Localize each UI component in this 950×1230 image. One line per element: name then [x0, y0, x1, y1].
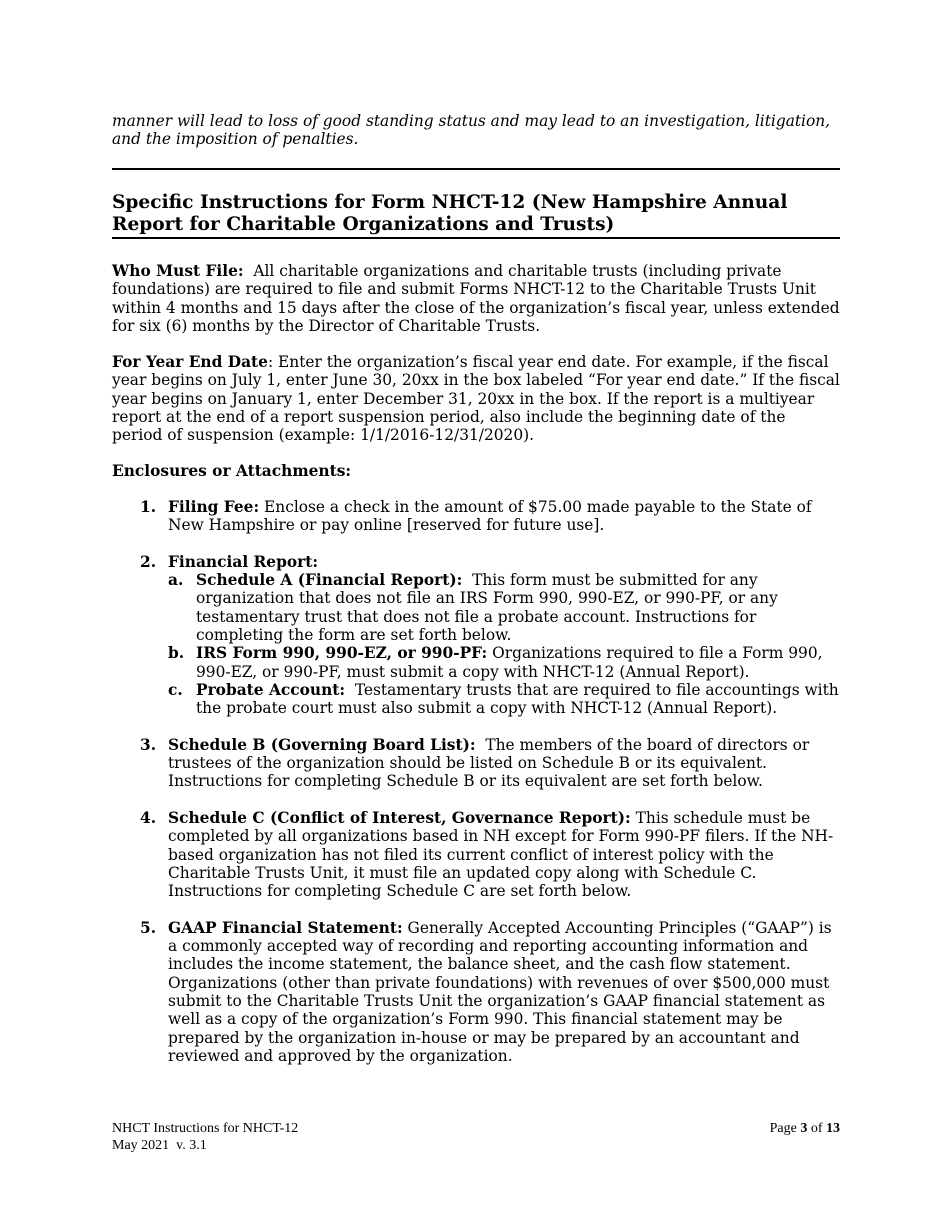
- list-item-filing-fee: [140, 498, 840, 535]
- footer-doc-title: NHCT Instructions for NHCT-12: [112, 1121, 299, 1136]
- who-must-file-text: All charitable organizations and charitable trusts (including private foundations) are required to file and submit Forms NHCT-12 to the Charitable Trusts Unit within 4 months and 15 days after the close of the organization’s fiscal year, unless extended for six (6) months by the Director of Charitable Trusts.: [112, 262, 840, 335]
- item-label: Schedule C (Conflict of Interest, Governance Report):: [168, 809, 631, 828]
- page-of: of: [807, 1121, 826, 1136]
- subitem-letter: c.: [168, 680, 183, 699]
- item-number: 1.: [140, 498, 157, 516]
- sublist-item-schedule-a: [168, 571, 840, 644]
- item-number: 3.: [140, 735, 157, 754]
- subitem-text: This form must be submitted for any organization that does not file an IRS Form 990, 990-EZ, or 990-PF, or any testamentary trust that does not file a probate account. Instructions for completing the form are set forth below.: [196, 571, 778, 645]
- footer-left: [112, 1121, 298, 1154]
- page-current: 3: [800, 1121, 808, 1136]
- subitem-text: Testamentary trusts that are required to file accountings with the probate court must also submit a copy with NHCT-12 (Annual Report).: [196, 680, 839, 718]
- list-item-schedule-b: [140, 736, 840, 791]
- enclosures-list: [140, 498, 840, 1084]
- list-item-schedule-c: [140, 809, 840, 900]
- top-rule: [112, 168, 840, 170]
- item-text: The members of the board of directors or trustees of the organization should be listed on Schedule B or its equivalent. Instructions for completing Schedule B or its equivalent are set forth below.: [168, 735, 810, 791]
- item-text: Enclose a check in the amount of $75.00 made payable to the State of New Hampshire or pay online [reserved for future use].: [168, 498, 812, 535]
- footer-version: May 2021 v. 3.1: [112, 1137, 207, 1153]
- page-total: 13: [826, 1121, 840, 1136]
- year-end-date-label: For Year End Date: [112, 353, 268, 371]
- section-heading: Specific Instructions for Form NHCT-12 (New Hampshire Annual Report for Charitable Organizations and Trusts): [112, 192, 840, 239]
- subitem-text: Organizations required to file a Form 990, 990-EZ, or 990-PF, must submit a copy with NHCT-12 (Annual Report).: [196, 644, 823, 681]
- subitem-label: IRS Form 990, 990-EZ, or 990-PF:: [196, 644, 488, 663]
- list-item-gaap-statement: [140, 919, 840, 1065]
- item-label: Filing Fee:: [168, 498, 260, 516]
- item-label: GAAP Financial Statement:: [168, 918, 403, 937]
- subitem-label: Probate Account:: [196, 680, 346, 699]
- item-number: 5.: [140, 918, 157, 937]
- enclosures-heading: Enclosures or Attachments:: [112, 462, 352, 480]
- item-number: 2.: [140, 552, 157, 571]
- intro-paragraph: manner will lead to loss of good standing status and may lead to an investigation, litigation, and the imposition of penalties.: [112, 112, 831, 149]
- year-end-date-paragraph: [112, 353, 840, 444]
- list-item-financial-report: [140, 553, 840, 718]
- item-text: This schedule must be completed by all organizations based in NH except for Form 990-PF filers. If the NH-based organization has not filed its current conflict of interest policy with the Charitable Trusts Unit, it must file an updated copy along with Schedule C. Instructions for completing Schedule C are set forth below.: [168, 809, 834, 901]
- who-must-file-label: Who Must File:: [112, 262, 244, 280]
- item-label: Financial Report:: [168, 552, 319, 571]
- subitem-letter: a.: [168, 571, 184, 590]
- item-number: 4.: [140, 809, 157, 828]
- subitem-label: Schedule A (Financial Report):: [196, 571, 463, 590]
- sublist-item-probate-account: [168, 681, 840, 718]
- item-label: Schedule B (Governing Board List):: [168, 735, 476, 754]
- who-must-file-paragraph: [112, 262, 840, 335]
- year-end-date-text: : Enter the organization’s fiscal year end date. For example, if the fiscal year begins on July 1, enter June 30, 20xx in the box labeled “For year end date.” If the fiscal year begins on January 1, enter December 31, 20xx in the box. If the report is a multiyear report at the end of a report suspension period, also include the beginning date of the period of suspension (example: 1/1/2016-12/31/2020).: [112, 353, 840, 445]
- page-prefix: Page: [769, 1121, 801, 1136]
- item-text: Generally Accepted Accounting Principles (“GAAP”) is a commonly accepted way of recording and reporting accounting information and includes the income statement, the balance sheet, and the cash flow statement. Organizations (other than private foundations) with revenues of over $500,000 must submit to the Charitable Trusts Unit the organization’s GAAP financial statement as well as a copy of the organization’s Form 990. This financial statement may be prepared by the organization in-house or may be prepared by an accountant and reviewed and approved by the organization.: [168, 918, 832, 1065]
- footer-page-number: [770, 1121, 840, 1138]
- financial-report-sublist: [168, 571, 840, 717]
- sublist-item-irs-form-990: [168, 644, 840, 681]
- subitem-letter: b.: [168, 644, 185, 663]
